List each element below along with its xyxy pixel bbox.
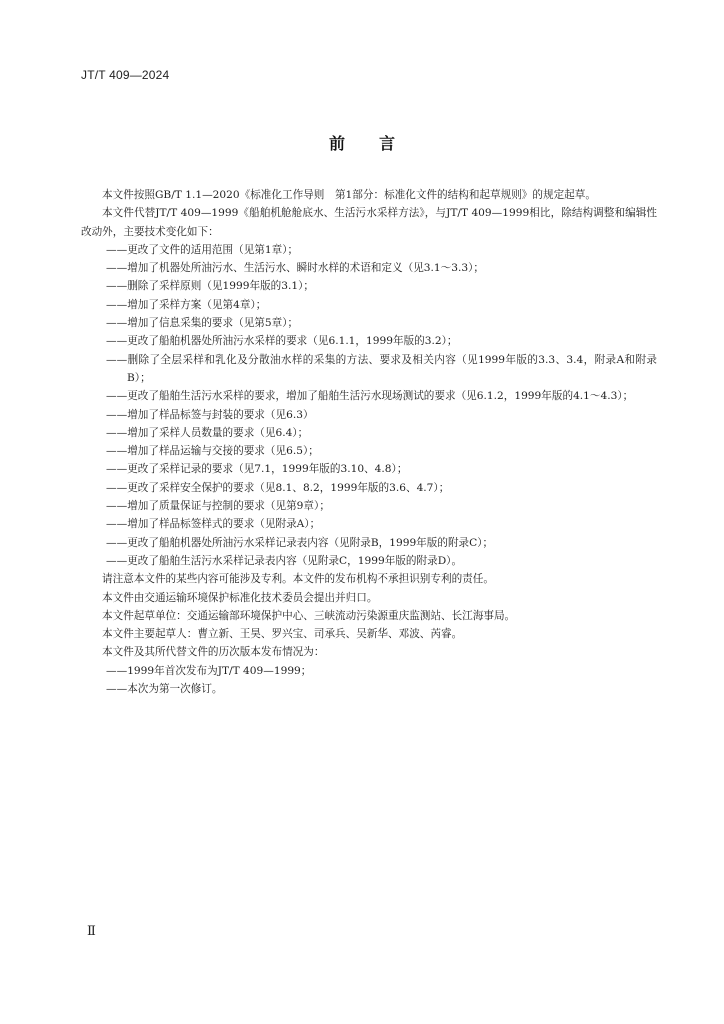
change-item: ——更改了船舶生活污水采样记录表内容（见附录C，1999年版的附录D）。 (106, 554, 463, 567)
intro-paragraph: 本文件按照GB/T 1.1—2020《标准化工作导则 第1部分：标准化文件的结构和起草规则》的规定起草。 (102, 189, 596, 201)
change-item: ——更改了船舶机器处所油污水采样记录表内容（见附录B，1999年版的附录C）； (106, 536, 494, 549)
document-code: JT/T 409—2024 (81, 68, 170, 82)
change-item: ——更改了文件的适用范围（见第1章）； (106, 243, 299, 256)
page-number: Ⅱ (87, 924, 96, 939)
change-item: ——删除了全层采样和乳化及分散油水样的采集的方法、要求及相关内容（见1999年版的3.3、3.4，附录A和附录B）； (106, 353, 657, 384)
change-item: ——更改了船舶机器处所油污水采样的要求（见6.1.1，1999年版的3.2）； (106, 335, 458, 348)
intro-paragraph: 本文件代替JT/T 409—1999《船舶机舱舱底水、生活污水采样方法》，与JT/T 409—1999相比，除结构调整和编辑性改动外，主要技术变化如下： (81, 207, 657, 238)
history-item: ——本次为第一次修订。 (106, 683, 223, 696)
change-item: ——更改了采样记录的要求（见7.1，1999年版的3.10、4.8）； (106, 463, 408, 476)
change-item: ——增加了采样方案（见第4章）； (106, 298, 267, 311)
foreword-body (81, 186, 657, 698)
change-item: ——增加了样品运输与交接的要求（见6.5）； (106, 445, 319, 458)
change-item: ——增加了信息采集的要求（见第5章）； (106, 317, 299, 330)
change-item: ——增加了质量保证与控制的要求（见第9章）； (106, 500, 330, 513)
notice-paragraph: 本文件主要起草人：曹立新、王昊、罗兴宝、司承兵、吴新华、邓波、芮睿。 (102, 628, 463, 641)
change-item: ——增加了样品标签样式的要求（见附录A）； (106, 518, 321, 531)
notice-paragraph: 本文件及其所代替文件的历次版本发布情况为： (102, 646, 325, 659)
notice-paragraph: 本文件起草单位：交通运输部环境保护中心、三峡流动污染源重庆监测站、长江海事局。 (102, 609, 516, 622)
change-item: ——更改了船舶生活污水采样的要求，增加了船舶生活污水现场测试的要求（见6.1.2，1999年版的4.1～4.3）； (106, 390, 634, 403)
change-item: ——增加了机器处所油污水、生活污水、瞬时水样的术语和定义（见3.1～3.3）； (106, 262, 484, 275)
page-title: 前言 (328, 134, 429, 153)
change-item: ——删除了采样原则（见1999年版的3.1）； (106, 280, 315, 293)
change-item: ——增加了样品标签与封装的要求（见6.3） (106, 408, 314, 421)
change-item: ——更改了采样安全保护的要求（见8.1、8.2，1999年版的3.6、4.7）； (106, 481, 450, 494)
change-item: ——增加了采样人员数量的要求（见6.4）； (106, 426, 309, 439)
history-item: ——1999年首次发布为JT/T 409—1999； (106, 664, 312, 677)
notice-paragraph: 本文件由交通运输环境保护标准化技术委员会提出并归口。 (102, 591, 378, 604)
notice-paragraph: 请注意本文件的某些内容可能涉及专利。本文件的发布机构不承担识别专利的责任。 (102, 573, 494, 586)
